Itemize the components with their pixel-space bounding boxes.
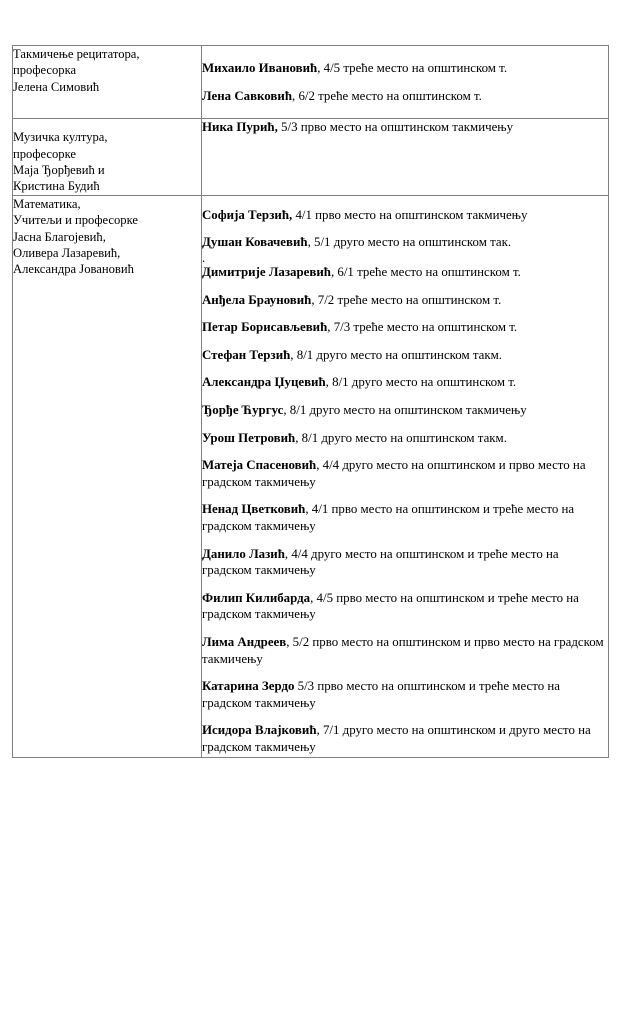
subject-line: Математика, <box>13 196 81 211</box>
award-entry <box>202 402 608 419</box>
award-entry <box>202 590 608 623</box>
award-entry <box>202 264 608 281</box>
student-name: Данило Лазић <box>202 546 285 561</box>
awards-cell-math <box>202 195 609 758</box>
student-name: Филип Килибарда <box>202 590 311 605</box>
award-entry <box>202 501 608 534</box>
table-row <box>13 46 609 119</box>
student-name: Матеја Спасеновић <box>202 458 317 473</box>
award-detail: , 4/1 прво место на општинском и треће место на градском такмичењу <box>202 502 575 533</box>
subject-line: Учитељи и професорке <box>13 213 138 228</box>
student-name: Лима Андреев <box>202 634 287 649</box>
award-detail: , 5/2 прво место на општинском и прво место на градском такмичењу <box>202 634 604 666</box>
award-detail: , 8/1 друго место на општинском т. <box>325 375 517 390</box>
student-name: Исидора Влајковић <box>202 723 317 738</box>
award-detail: , 4/5 прво место на општинском и треће место на градском такмичењу <box>202 590 579 622</box>
award-entry <box>202 430 608 447</box>
award-detail: 5/3 прво место на општинском такмичењу <box>277 120 514 135</box>
subject-line: Јасна Благојевић, <box>13 229 106 244</box>
award-detail: , 6/1 треће место на општинском т. <box>330 265 521 279</box>
table-row <box>13 195 609 758</box>
subject-line: Кристина Будић <box>13 179 100 194</box>
awards-cell-recitation <box>202 46 609 119</box>
award-entry <box>202 88 608 105</box>
award-detail: , 8/1 друго место на општинском такм. <box>295 430 507 445</box>
award-entry <box>202 722 608 755</box>
subject-cell-music <box>13 119 202 196</box>
subject-line: Александра Јовановић <box>13 262 134 277</box>
subject-line: Музичка култура, <box>13 130 108 145</box>
subject-line: Оливера Лазаревић, <box>13 246 121 261</box>
student-name: Ника Пурић, <box>202 120 278 135</box>
award-detail: , 4/4 друго место на општинском и прво место на градском такмичењу <box>202 458 586 489</box>
award-entry <box>202 292 608 309</box>
award-detail: , 8/1 друго место на општинском такм. <box>290 347 503 362</box>
award-entry <box>202 234 608 251</box>
student-name: Александра Џуцевић <box>202 375 326 390</box>
award-entry <box>202 457 608 490</box>
results-table-body <box>13 46 609 758</box>
student-name: Михаило Ивановић <box>202 61 318 75</box>
student-name: Лена Савковић <box>202 88 292 103</box>
subject-line: професорке <box>13 146 76 161</box>
award-entry <box>202 634 608 667</box>
award-detail: , 5/1 друго место на општинском так. <box>307 235 512 250</box>
award-entry <box>202 319 608 336</box>
student-name: Катарина Зердо <box>202 679 295 694</box>
award-entry <box>202 119 608 136</box>
award-detail: 4/1 прво место на општинском такмичењу <box>292 207 528 222</box>
table-row <box>13 119 609 196</box>
award-entry <box>202 374 608 391</box>
student-name: Петар Борисављевић <box>202 320 328 335</box>
student-name: Ђорђе Ћургус <box>202 402 284 417</box>
award-detail: , 8/1 друго место на општинском такмичењу <box>283 402 527 417</box>
results-table <box>12 45 609 758</box>
student-name: Софија Терзић, <box>202 207 293 222</box>
subject-line: Маја Ђорђевић и <box>13 163 105 177</box>
student-name: Димитрије Лазаревић <box>202 265 331 279</box>
student-name: Ненад Цветковић <box>202 502 306 517</box>
award-entry <box>202 207 608 224</box>
subject-line: Јелена Симовић <box>13 79 100 94</box>
student-name: Стефан Терзић <box>202 347 291 362</box>
award-entry <box>202 60 608 77</box>
student-name: Анђела Брауновић <box>202 292 312 307</box>
award-detail: , 7/2 треће место на општинском т. <box>311 292 502 307</box>
subject-line: професорка <box>13 63 77 78</box>
award-detail: , 7/3 треће место на општинском т. <box>327 320 518 335</box>
award-detail: 5/3 прво место на општинском и треће место на градском такмичењу <box>202 679 560 710</box>
student-name: Душан Ковачевић <box>202 235 308 250</box>
awards-cell-music <box>202 119 609 196</box>
award-detail: , 6/2 треће место на општинском т. <box>292 88 482 103</box>
award-entry <box>202 678 608 711</box>
award-detail: , 4/4 друго место на општинском и треће место на градском такмичењу <box>202 546 559 578</box>
award-detail: , 4/5 треће место на општинском т. <box>317 61 508 75</box>
subject-cell-math <box>13 195 202 758</box>
stray-period-artifact: . <box>202 251 206 265</box>
student-name: Урош Петровић <box>202 430 296 445</box>
award-entry <box>202 347 608 364</box>
award-detail: , 7/1 друго место на општинском и друго место на градском такмичењу <box>202 723 591 754</box>
award-entry <box>202 546 608 579</box>
subject-line: Такмичење рецитатора, <box>13 47 140 61</box>
subject-cell-recitation <box>13 46 202 119</box>
